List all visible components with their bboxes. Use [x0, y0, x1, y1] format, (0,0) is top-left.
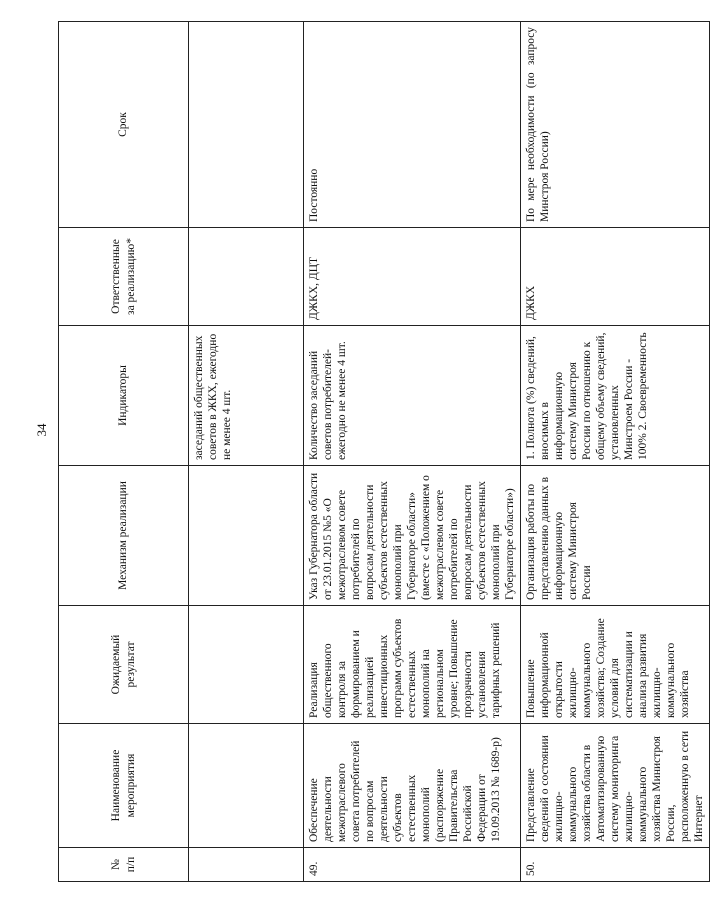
cell-responsible: ДЖКХ: [521, 228, 710, 326]
cell-empty: [189, 848, 304, 882]
cell-empty: [189, 466, 304, 606]
cell-result: Повышение информационной открытости жилищно-коммунального хозяйства; Создание условий для систематизации и анализа развития жилищно-коммунального хозяйства: [521, 606, 710, 724]
header-mechanism: Механизм реализации: [59, 466, 189, 606]
cell-responsible: ДЖКХ, ДЦТ: [304, 228, 521, 326]
measures-table-wrapper: [58, 22, 706, 882]
cell-name: Обеспечение деятельности межотраслевого совета потребителей по вопросам деятельности субъектов естественных монополий (распоряжение Правительства Российской Федерации от 19.09.2013 № 1689-р): [304, 724, 521, 848]
cell-term: Постоянно: [304, 22, 521, 228]
table-header-row: [59, 22, 189, 882]
header-num: № п/п: [59, 848, 189, 882]
header-indicators: Индикаторы: [59, 326, 189, 466]
cell-indicators: 1. Полнота (%) сведений, вносимых в информационную систему Министроя России по отношению к общему объему сведений, установленных Минстроем России - 100% 2. Своевременность: [521, 326, 710, 466]
cell-mechanism: Указ Губернатора области от 23.01.2015 №5 «О межотраслевом совете потребителей по вопросам деятельности субъектов естественных монополий при Губернаторе области» (вместе с «Положением о межотраслевом совете потребителей по вопросам деятельности субъектов естественных монополий при Губернаторе области»): [304, 466, 521, 606]
header-result: Ожидаемый результат: [59, 606, 189, 724]
cell-indicators: заседаний общественных советов в ЖКХ, ежегодно не менее 4 шт.: [189, 326, 304, 466]
cell-empty: [189, 724, 304, 848]
header-name: Наименование мероприятия: [59, 724, 189, 848]
cell-empty: [189, 228, 304, 326]
cell-num: 50.: [521, 848, 710, 882]
cell-num: 49.: [304, 848, 521, 882]
cell-name: Представление сведений о состоянии жилищно-коммунального хозяйства области в Автоматизированную систему мониторинга жилищно-коммунального хозяйства Министроя России, расположенную в сети Интернет: [521, 724, 710, 848]
measures-table: [58, 21, 710, 882]
page-number: 34: [34, 423, 49, 437]
table-row-continuation: [189, 22, 304, 882]
cell-mechanism: Организация работы по представлению данных в информационную систему Министроя России: [521, 466, 710, 606]
cell-result: Реализация общественного контроля за формированием и реализацией инвестиционных программ субъектов естественных монополий на региональном уровне; Повышение прозрачности установления тарифных решений: [304, 606, 521, 724]
cell-empty: [189, 22, 304, 228]
cell-empty: [189, 606, 304, 724]
cell-term: По мере необходимости (по запросу Минстроя России): [521, 22, 710, 228]
table-row: [304, 22, 521, 882]
table-row: [521, 22, 710, 882]
cell-indicators: Количество заседаний советов потребителей- ежегодно не менее 4 шт.: [304, 326, 521, 466]
header-term: Срок: [59, 22, 189, 228]
header-responsible: Ответственные за реализацию*: [59, 228, 189, 326]
